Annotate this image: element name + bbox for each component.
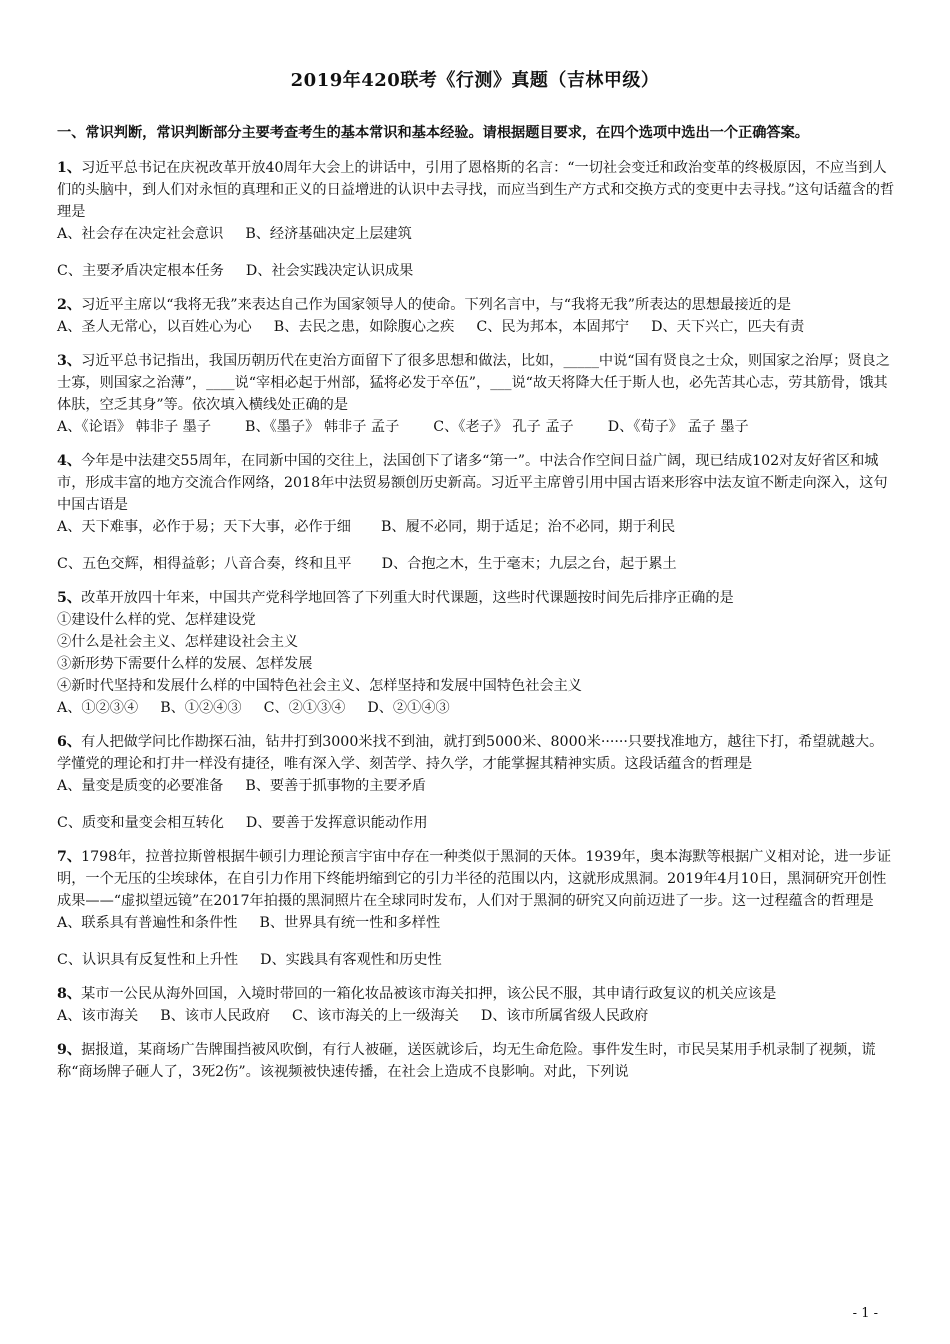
- document-body: [57, 122, 895, 1095]
- question-stem: 1798年，拉普拉斯曾根据牛顿引力理论预言宇宙中存在一种类似于黑洞的天体。1939年，奥本海默等根据广义相对论，进一步证明，一个无压的尘埃球体，在自引力作用下终能坍缩到它的引力半径的范围以内，这就形成黑洞。2019年4月10日，黑洞研究开创性成果——“虚拟望远镜”在2017年拍摄的黑洞照片在全球同时发布，人们对于黑洞的研究又向前迈进了一步。这一过程蕴含的哲理是: [57, 849, 892, 909]
- question-stem: 今年是中法建交55周年，在同新中国的交往上，法国创下了诸多“第一”。中法合作空间日益广阔，现已结成102对友好省区和城市，形成丰富的地方交流合作网络，2018年中法贸易额创历史新高。习近平主席曾引用中国古语来形容中法友谊不断走向深入，这句中国古语是: [57, 453, 888, 513]
- option-c: C、认识具有反复性和上升性: [57, 952, 239, 968]
- option-c: C、《老子》 孔子 孟子: [433, 419, 574, 435]
- question-number: 9、: [57, 1042, 82, 1058]
- option-b: B、①②④③: [160, 700, 242, 716]
- option-b: B、该市人民政府: [160, 1008, 270, 1024]
- option-a: A、《论语》 韩非子 墨子: [57, 419, 212, 435]
- option-a: A、天下难事，必作于易；天下大事，必作于细: [57, 519, 351, 535]
- question-stem: 据报道，某商场广告牌围挡被风吹倒，有行人被砸，送医就诊后，均无生命危险。事件发生时，市民吴某用手机录制了视频，谎称“商场牌子砸人了，3死2伤”。该视频被快速传播，在社会上造成不良影响。对此，下列说: [57, 1042, 876, 1080]
- question-6: [57, 731, 895, 834]
- option-d: D、天下兴亡，匹夫有责: [651, 319, 805, 335]
- question-stem: 有人把做学问比作勘探石油，钻井打到3000米找不到油，就打到5000米、8000米······只要找准地方，越往下打，希望就越大。学懂党的理论和打井一样没有捷径，唯有深入学、刻苦学、持久学，才能掌握其精神实质。这段话蕴含的哲理是: [57, 734, 884, 772]
- question-stem: 习近平主席以“我将无我”来表达自己作为国家领导人的使命。下列名言中，与“我将无我”所表达的思想最接近的是: [81, 297, 792, 313]
- option-a: A、①②③④: [57, 700, 139, 716]
- option-b: B、经济基础决定上层建筑: [245, 226, 412, 242]
- sub-item-3: ③新形势下需要什么样的发展、怎样发展: [57, 656, 313, 672]
- option-d: D、实践具有客观性和历史性: [260, 952, 442, 968]
- option-c: C、主要矛盾决定根本任务: [57, 263, 224, 279]
- question-number: 5、: [57, 590, 82, 606]
- option-d: D、该市所属省级人民政府: [480, 1008, 649, 1024]
- option-a: A、联系具有普遍性和条件性: [57, 915, 238, 931]
- option-a: A、社会存在决定社会意识: [57, 226, 224, 242]
- option-c: C、民为邦本，本固邦宁: [476, 319, 630, 335]
- section-heading: 一、常识判断，常识判断部分主要考查考生的基本常识和基本经验。请根据题目要求，在四个选项中选出一个正确答案。: [57, 125, 809, 141]
- option-a: A、量变是质变的必要准备: [57, 778, 224, 794]
- question-number: 8、: [57, 986, 82, 1002]
- question-1: [57, 157, 895, 282]
- option-d: D、社会实践决定认识成果: [245, 263, 414, 279]
- option-d: D、合抱之木，生于毫末；九层之台，起于累土: [381, 556, 677, 572]
- option-b: B、《墨子》 韩非子 孟子: [245, 419, 400, 435]
- question-4: [57, 450, 895, 575]
- option-a: A、该市海关: [57, 1008, 139, 1024]
- option-b: B、去民之患，如除腹心之疾: [273, 319, 455, 335]
- option-a: A、圣人无常心，以百姓心为心: [57, 319, 252, 335]
- page-title: 2019年420联考《行测》真题（吉林甲级）: [290, 70, 660, 91]
- question-7: [57, 846, 895, 971]
- question-number: 2、: [57, 297, 82, 313]
- option-b: B、世界具有统一性和多样性: [259, 915, 441, 931]
- option-d: D、《荀子》 孟子 墨子: [607, 419, 749, 435]
- question-stem: 习近平总书记在庆祝改革开放40周年大会上的讲话中，引用了恩格斯的名言：“一切社会变迁和政治变革的终极原因，不应当到人们的头脑中，到人们对永恒的真理和正义的日益增进的认识中去寻找，而应当到生产方式和交换方式的变更中去寻找。”这句话蕴含的哲理是: [57, 160, 895, 220]
- sub-item-2: ②什么是社会主义、怎样建设社会主义: [57, 634, 299, 650]
- option-d: D、要善于发挥意识能动作用: [245, 815, 428, 831]
- question-stem: 习近平总书记指出，我国历朝历代在吏治方面留下了很多思想和做法，比如，_____中说“国有贤良之士众，则国家之治厚；贤良之士寡，则国家之治薄”，____说“宰相必起于州部，猛将必发于卒伍”，___说“故天将降大任于斯人也，必先苦其心志，劳其筋骨，饿其体肤，空乏其身”等。依次填入横线处正确的是: [57, 353, 890, 413]
- option-c: C、质变和量变会相互转化: [57, 815, 224, 831]
- question-number: 3、: [57, 353, 82, 369]
- sub-item-1: ①建设什么样的党、怎样建设党: [57, 612, 256, 628]
- question-number: 4、: [57, 453, 82, 469]
- question-stem: 改革开放四十年来，中国共产党科学地回答了下列重大时代课题，这些时代课题按时间先后排序正确的是: [81, 590, 734, 606]
- option-c: C、该市海关的上一级海关: [291, 1008, 459, 1024]
- question-number: 1、: [57, 160, 82, 176]
- question-number: 7、: [57, 849, 82, 865]
- question-3: [57, 350, 895, 438]
- question-number: 6、: [57, 734, 82, 750]
- question-5: [57, 587, 895, 719]
- option-b: B、要善于抓事物的主要矛盾: [245, 778, 426, 794]
- question-9: [57, 1039, 895, 1083]
- question-2: [57, 294, 895, 338]
- option-b: B、履不必同，期于适足；治不必同，期于利民: [381, 519, 676, 535]
- question-stem: 某市一公民从海外回国，入境时带回的一箱化妆品被该市海关扣押，该公民不服，其申请行政复议的机关应该是: [81, 986, 777, 1002]
- option-c: C、②①③④: [263, 700, 346, 716]
- option-d: D、②①④③: [367, 700, 450, 716]
- page-number: - 1 -: [852, 1306, 878, 1321]
- option-c: C、五色交辉，相得益彰；八音合奏，终和且平: [57, 556, 352, 572]
- sub-item-4: ④新时代坚持和发展什么样的中国特色社会主义、怎样坚持和发展中国特色社会主义: [57, 678, 582, 694]
- question-8: [57, 983, 895, 1027]
